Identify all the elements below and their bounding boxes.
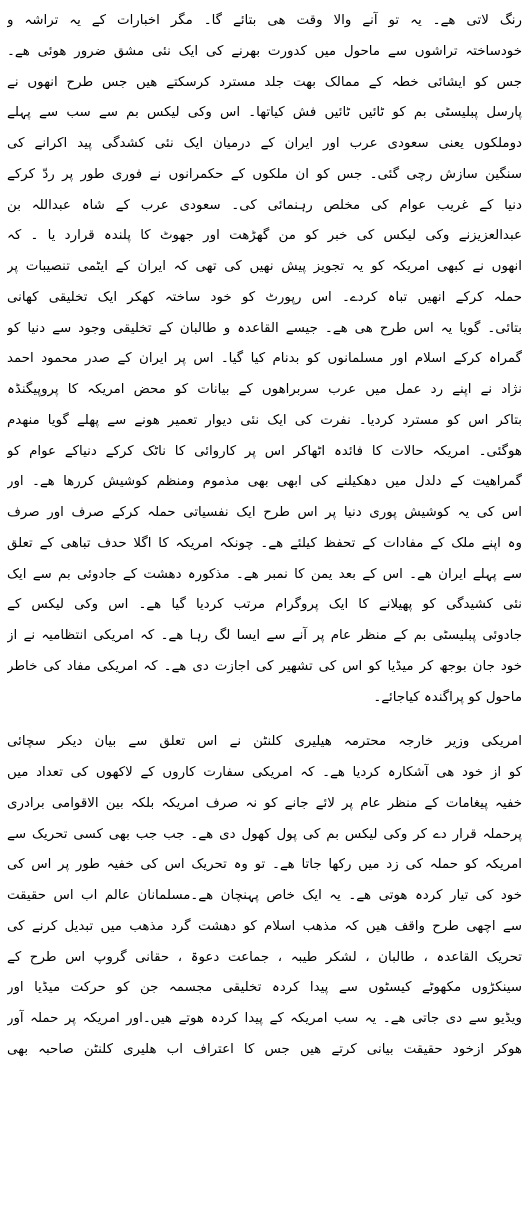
- text-line: انھوں نے کبھی امریکہ کو یہ تجویز پیش نھیں کی تھی کہ ایران کے ایٹمی تنصیبات پر: [7, 259, 522, 274]
- text-line: بتائی۔ گویا یہ اس طرح ھی ھے۔ جیسے القاعدہ و طالبان کے تخلیقی وجود سے دنیا کو: [7, 320, 522, 336]
- text-line: کو از خود ھی آشکارہ کردیا ھے۔ کہ امریکی سفارت کاروں کے لاکھوں کی تعداد میں: [7, 765, 522, 780]
- text-line: خود کی تیار کردہ ھوتی ھے۔ یہ ایک خاص پہنچان ھے۔مسلمانان عالم اب اس حقیقت: [7, 888, 522, 903]
- text-line: رنگ لاتی ھے۔ یہ تو آنے والا وقت ھی بتائے گا۔ مگر اخبارات کے یہ تراشہ و: [7, 13, 522, 28]
- text-line: ویڈیو سے دی جاتی ھے۔ یہ سب امریکہ کے پیدا کردہ ھوتے ھیں۔اور امریکہ پر حملہ آور: [7, 1011, 522, 1026]
- text-line: بتاکر اس کو مسترد کردیا۔ نفرت کی ایک نئی دیوار تعمیر ھونے سے پھلے گویا منھدم: [7, 412, 522, 428]
- text-line: دنیا کے غریب عوام کی مخلص رہنمائی کی۔ سعودی عرب کے شاہ عبداللہ بن: [7, 197, 522, 213]
- text-line: جس کو ایشائی خطہ کے ممالک بھت جلد مسترد کرسکتے ھیں جس طرح انھوں نے: [7, 74, 522, 90]
- text-line: ھوکر ازخود حقیقت بیانی کرتے ھیں جس کا اعتراف اب ھلیری کلنٹن صاحبہ بھی: [7, 1041, 522, 1057]
- text-line: جادوئی پبلیسٹی بم کے منظر عام پر آنے سے ایسا لگ رہا ھے۔ کہ امریکی انتظامیہ نے از: [7, 628, 522, 643]
- article-paragraph: [7, 6, 522, 713]
- text-line: نژاد نے اپنے رد عمل میں عرب سربراھوں کے بیانات کو محض امریکہ کا پروپیگنڈہ: [7, 382, 522, 397]
- text-line: گمراہ کرکے اسلام اور مسلمانوں کو بدنام کیا گیا۔ اس پر ایران کے صدر محمود احمد: [7, 351, 522, 367]
- text-line: دوملکوں یعنی سعودی عرب اور ایران کے درمیان ایک نئی کشدگی پید اکرانے کی: [7, 136, 522, 151]
- text-line: خود جان بوجھ کر میڈیا کو اس کی تشھیر کی اجازت دی ھے۔ کہ امریکی مفاد کی خاطر: [7, 658, 522, 674]
- article-paragraph: [7, 727, 522, 1065]
- text-line: سنگین سازش رچی گئی۔ جس کو ان ملکوں کے حکمرانوں نے فوری طور پر ردّ کرکے: [7, 166, 522, 182]
- text-line: سے پہلے ایران ھے۔ اس کے بعد یمن کا نمبر ھے۔ مذکورہ دھشت کے جادوئی بم سے ایک: [7, 566, 522, 582]
- text-line: وہ اپنے ملک کے مفادات کے تحفظ کیلئے ھے۔ چونکہ امریکہ کا اگلا حدف تباھی کے تعلق: [7, 535, 522, 551]
- text-line: خفیہ پیغامات کے منظر عام پر لائے جانے کو نہ صرف امریکہ بلکہ بین الاقوامی برادری: [7, 795, 522, 811]
- text-line: تحریک القاعدہ ، طالبان ، لشکر طیبہ ، جماعت دعوۃ ، حقانی گروپ اس طرح کے: [7, 949, 522, 965]
- text-line: سے اچھی طرح واقف ھیں کہ مذھب اسلام کو دھشت گرد مذھب میں تبدیل کرنے کی: [7, 918, 522, 934]
- text-line: اس کی یہ کوشیش پوری دنیا پر اس طرح ایک نفسیاتی حملہ کرکے صرف اور صرف: [7, 505, 522, 520]
- text-line: سینکڑوں مکھوٹے کیسٹوں سے پیدا کردہ تخلیقی مجسمہ جن کو حرکت میڈیا اور: [7, 980, 522, 996]
- text-line: ھوگئی۔ امریکہ حالات کا فائدہ اٹھاکر اس پر کاروائی کا ناٹک کرکے دنیاکے عوام کو: [7, 443, 522, 459]
- text-line: گمراھیت کے دلدل میں دھکیلنے کی ابھی بھی مذموم ومنظم کوشیش کررھا ھے۔ اور: [7, 474, 522, 490]
- text-line: امریکہ کو حملہ کی زد میں رکھا جاتا ھے۔ تو وہ تحریک اس کی خفیہ طور پر اس کی: [7, 857, 522, 873]
- text-line: پرحملہ قرار دے کر وکی لیکس بم کی پول کھول دی ھے۔ جب جب بھی کسی تحریک سے: [7, 826, 522, 842]
- text-line: ماحول کو پراگندہ کیاجائے۔: [373, 689, 522, 705]
- text-line: نئی کشیدگی کو پھیلانے کا ایک پروگرام مرتب کردیا گیا ھے۔ اس وکی لیکس کے: [7, 597, 522, 613]
- text-line: حملہ کرکے انھیں تباہ کردے۔ اس رپورٹ کو خود ساختہ کھکر ایک تخلیقی کھانی: [7, 289, 522, 305]
- text-line: پارسل پبلیسٹی بم کو ٹائیں ٹائیں فش کیاتھا۔ اس وکی لیکس بم سے سب سے پہلے: [7, 105, 522, 121]
- text-line: امریکی وزیر خارجہ محترمہ ھیلیری کلنٹن نے اس تعلق سے بیان دیکر سچائی: [7, 734, 522, 750]
- text-line: عبدالعزیزنے وکی لیکس کی خبر کو من گھڑھت اور جھوٹ کا پلندہ قرارد یا ۔ کہ: [7, 228, 522, 244]
- text-line: خودساختہ تراشوں سے ماحول میں کدورت بھرنے کی ایک نئی مشق ضرور ھوئی ھے۔: [7, 43, 522, 59]
